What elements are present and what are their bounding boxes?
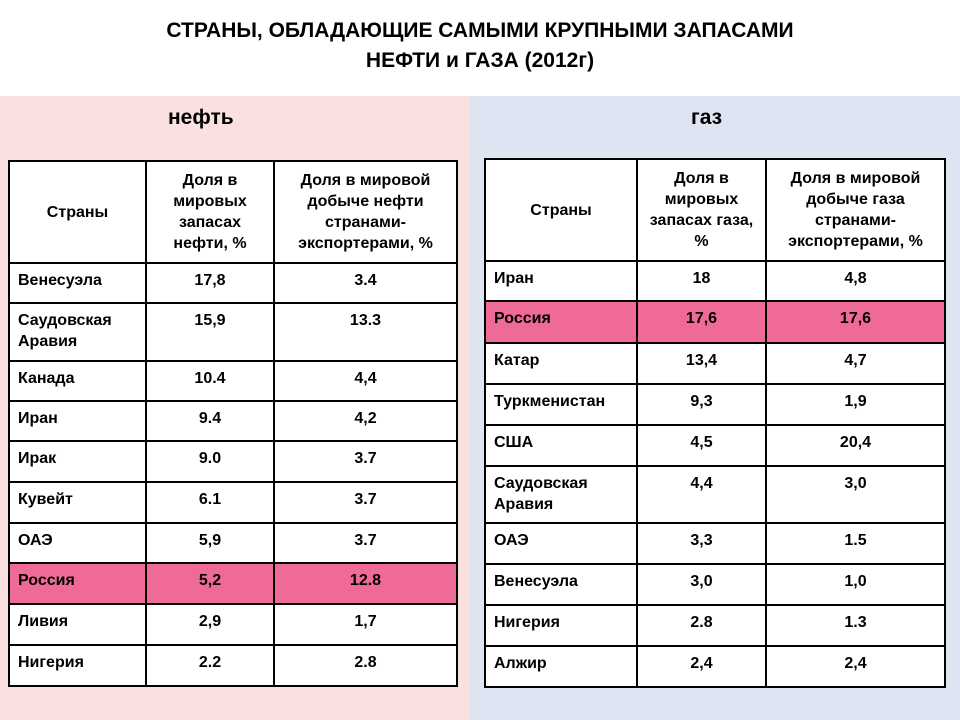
reserves-cell: 10.4 [146,361,274,401]
gas-table-row [485,646,945,687]
country-cell: Ирак [9,441,146,482]
reserves-cell: 2.8 [637,605,766,646]
reserves-cell: 17,6 [637,301,766,343]
production-cell: 1,7 [274,604,457,645]
gas-table-row [485,523,945,564]
country-cell: Катар [485,343,637,384]
reserves-cell: 9.0 [146,441,274,482]
oil-table-row [9,604,457,645]
gas-table-row [485,343,945,384]
country-cell: Нигерия [485,605,637,646]
reserves-cell: 15,9 [146,303,274,361]
reserves-cell: 2,4 [637,646,766,687]
page-title-line-2: НЕФТИ и ГАЗА (2012г) [365,49,595,72]
country-cell: Нигерия [9,645,146,686]
gas-table-row [485,261,945,301]
country-cell: Саудовская Аравия [485,466,637,523]
reserves-cell: 5,9 [146,523,274,563]
production-cell: 4,8 [766,261,945,301]
production-cell: 13.3 [274,303,457,361]
gas-table-row [485,564,945,605]
oil-table-row [9,361,457,401]
gas-table-body [485,261,945,687]
gas-table-header [485,159,945,261]
oil-table-header [9,161,457,263]
country-cell: США [485,425,637,466]
country-cell: Туркменистан [485,384,637,425]
country-cell: ОАЭ [9,523,146,563]
reserves-cell: 2,9 [146,604,274,645]
oil-panel [0,96,469,720]
country-cell: Иран [485,261,637,301]
oil-table-row [9,645,457,686]
country-cell: Венесуэла [9,263,146,303]
reserves-cell: 4,5 [637,425,766,466]
production-cell: 3.7 [274,441,457,482]
reserves-cell: 6.1 [146,482,274,523]
country-cell: Канада [9,361,146,401]
gas-col-countries: Страны [485,159,637,261]
country-cell: Россия [9,563,146,604]
production-cell: 1,0 [766,564,945,605]
production-cell: 2.8 [274,645,457,686]
page-title-line-1: СТРАНЫ, ОБЛАДАЮЩИЕ САМЫМИ КРУПНЫМИ ЗАПАСАМИ [166,19,794,42]
production-cell: 12.8 [274,563,457,604]
oil-table-row [9,563,457,604]
production-cell: 4,4 [274,361,457,401]
gas-table-row [485,301,945,343]
production-cell: 20,4 [766,425,945,466]
oil-col-production: Доля в мировой добыче нефти странами-экспортерами, % [274,161,457,263]
oil-col-reserves: Доля в мировых запасах нефти, % [146,161,274,263]
gas-heading: газ [691,106,723,129]
production-cell: 3.7 [274,523,457,563]
oil-table-row [9,263,457,303]
oil-table-body [9,263,457,686]
gas-table-row [485,384,945,425]
gas-table-row [485,466,945,523]
reserves-cell: 9.4 [146,401,274,441]
oil-table [8,160,458,687]
gas-table [484,158,946,688]
gas-col-production: Доля в мировой добыче газа странами-экспортерами, % [766,159,945,261]
oil-table-row [9,303,457,361]
reserves-cell: 3,0 [637,564,766,605]
production-cell: 17,6 [766,301,945,343]
production-cell: 1.5 [766,523,945,564]
reserves-cell: 17,8 [146,263,274,303]
reserves-cell: 13,4 [637,343,766,384]
production-cell: 3,0 [766,466,945,523]
country-cell: Кувейт [9,482,146,523]
gas-table-row [485,605,945,646]
country-cell: Саудовская Аравия [9,303,146,361]
country-cell: Ливия [9,604,146,645]
page-title [40,16,920,76]
gas-table-row [485,425,945,466]
reserves-cell: 18 [637,261,766,301]
production-cell: 3.7 [274,482,457,523]
gas-panel [469,96,960,720]
gas-col-reserves: Доля в мировых запасах газа, % [637,159,766,261]
oil-table-row [9,523,457,563]
oil-col-countries: Страны [9,161,146,263]
oil-heading: нефть [168,106,234,129]
production-cell: 1,9 [766,384,945,425]
country-cell: ОАЭ [485,523,637,564]
oil-table-row [9,482,457,523]
reserves-cell: 3,3 [637,523,766,564]
production-cell: 3.4 [274,263,457,303]
reserves-cell: 4,4 [637,466,766,523]
production-cell: 4,7 [766,343,945,384]
oil-table-row [9,441,457,482]
production-cell: 2,4 [766,646,945,687]
country-cell: Иран [9,401,146,441]
reserves-cell: 9,3 [637,384,766,425]
reserves-cell: 5,2 [146,563,274,604]
country-cell: Алжир [485,646,637,687]
oil-table-row [9,401,457,441]
country-cell: Венесуэла [485,564,637,605]
production-cell: 1.3 [766,605,945,646]
production-cell: 4,2 [274,401,457,441]
country-cell: Россия [485,301,637,343]
reserves-cell: 2.2 [146,645,274,686]
